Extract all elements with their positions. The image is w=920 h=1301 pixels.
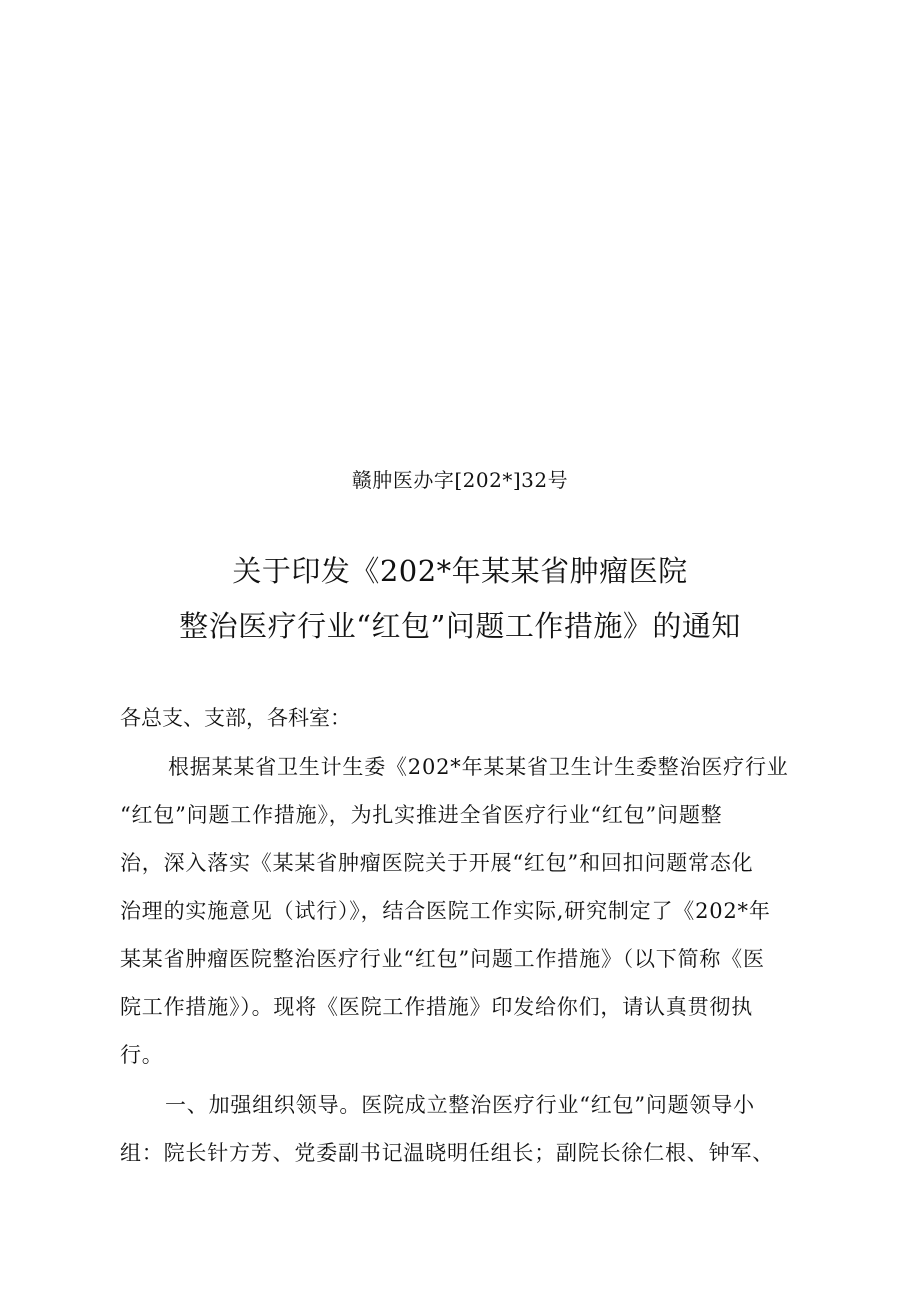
title-line-2: 整治医疗行业“红包”问题工作措施》的通知 <box>179 609 741 643</box>
paragraph-line: 行。 <box>120 1043 164 1067</box>
paragraph-line: 院工作措施》）。现将《医院工作措施》印发给你们，请认真贯彻执 <box>120 995 753 1019</box>
paragraph-line: “红包”问题工作措施》，为扎实推进全省医疗行业“红包”问题整 <box>120 803 723 827</box>
paragraph-line: 一、加强组织领导。医院成立整治医疗行业“红包”问题领导小 <box>165 1093 755 1117</box>
document-number: 赣肿医办字[202*]32号 <box>351 468 569 492</box>
paragraph-line: 根据某某省卫生计生委《202*年某某省卫生计生委整治医疗行业 <box>168 755 789 779</box>
paragraph-line: 组：院长针方芳、党委副书记温晓明任组长；副院长徐仁根、钟军、 <box>120 1141 774 1165</box>
title-line-1: 关于印发《202*年某某省肿瘤医院 <box>232 554 688 588</box>
salutation: 各总支、支部，各科室： <box>120 706 351 730</box>
paragraph-line: 某某省肿瘤医院整治医疗行业“红包”问题工作措施》（以下简称《医 <box>120 947 765 971</box>
paragraph-line: 治，深入落实《某某省肿瘤医院关于开展“红包”和回扣问题常态化 <box>120 851 754 875</box>
paragraph-line: 治理的实施意见（试行）》，结合医院工作实际,研究制定了《202*年 <box>120 899 771 923</box>
